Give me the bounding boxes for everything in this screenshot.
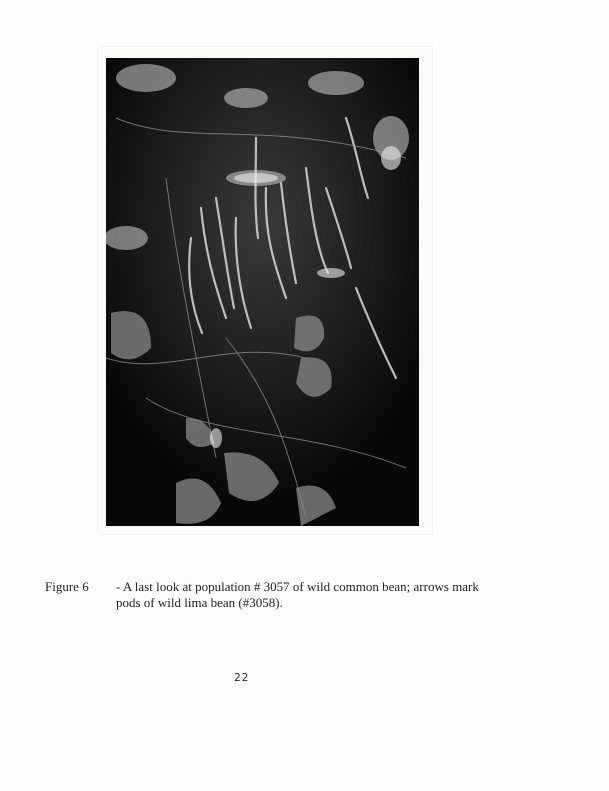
page-number: 22 xyxy=(234,671,250,684)
bean-plant-photo-icon xyxy=(106,58,419,526)
figure-label: Figure 6 xyxy=(45,579,89,594)
bean-plant-photo xyxy=(106,58,419,526)
figure-caption: - A last look at population # 3057 of wild common bean; arrows mark pods of wild lima bean (#3058). xyxy=(116,579,479,610)
